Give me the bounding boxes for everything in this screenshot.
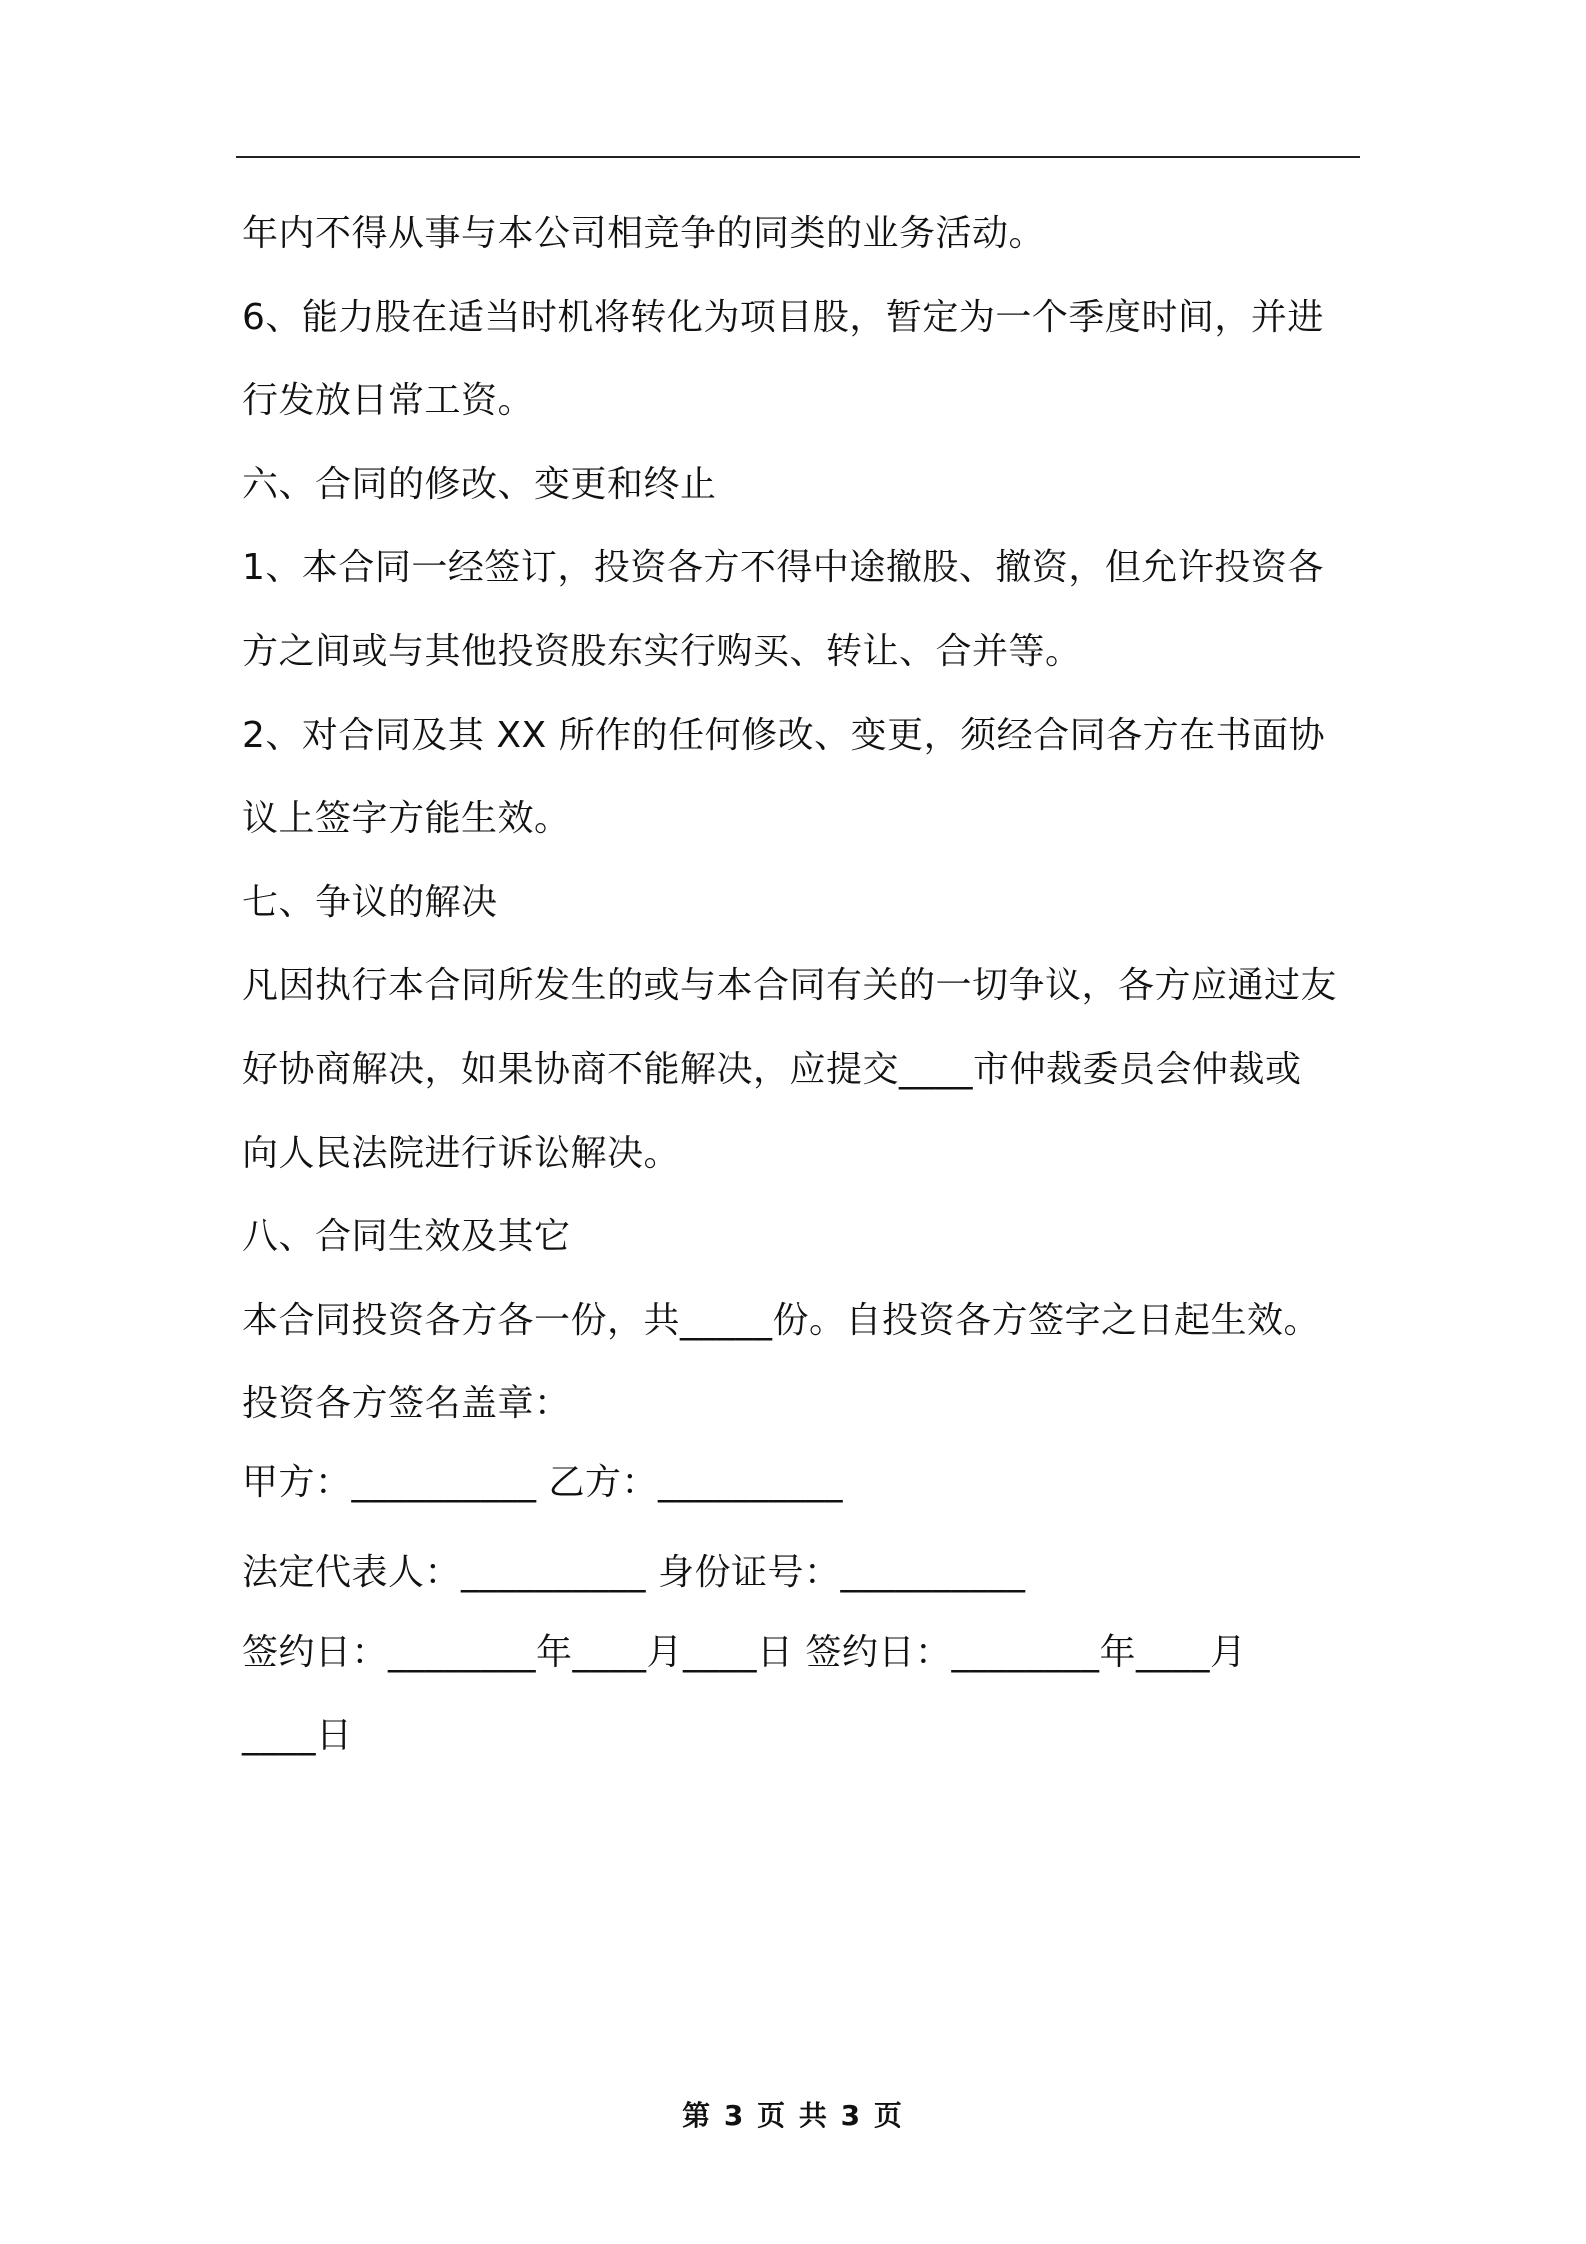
paragraph-line: 方之间或与其他投资股东实行购买、转让、合并等。 <box>242 630 1082 672</box>
paragraph-line: 好协商解决，如果协商不能解决，应提交____市仲裁委员会仲裁或 <box>242 1048 1302 1090</box>
representative-line: 法定代表人：__________ 身份证号：__________ <box>242 1552 1026 1593</box>
paragraph-line: 投资各方签名盖章： <box>242 1383 571 1425</box>
paragraph-line: 本合同投资各方各一份，共_____份。自投资各方签字之日起生效。 <box>242 1299 1321 1341</box>
signing-date-continuation: ____日 <box>242 1715 353 1756</box>
paragraph-line: 年内不得从事与本公司相竞争的同类的业务活动。 <box>242 213 1046 254</box>
paragraph-line: 1、本合同一经签订，投资各方不得中途撤股、撤资，但允许投资各 <box>242 547 1324 589</box>
page-number: 第 3 页 共 3 页 <box>682 2099 904 2132</box>
signing-date-line: 签约日：________年____月____日 签约日：________年____月 <box>242 1632 1247 1673</box>
paragraph-line: 凡因执行本合同所发生的或与本合同有关的一切争议，各方应通过友 <box>242 965 1338 1007</box>
header-rule <box>236 156 1360 158</box>
section-heading: 六、合同的修改、变更和终止 <box>242 463 717 505</box>
paragraph-line: 行发放日常工资。 <box>242 380 535 422</box>
paragraph-line: 向人民法院进行诉讼解决。 <box>242 1132 681 1174</box>
party-signature-line: 甲方：__________ 乙方：__________ <box>242 1462 843 1503</box>
paragraph-line: 6、能力股在适当时机将转化为项目股，暂定为一个季度时间，并进 <box>242 296 1324 338</box>
document-body <box>242 192 1372 1446</box>
section-heading: 七、争议的解决 <box>242 881 498 923</box>
paragraph-line: 议上签字方能生效。 <box>242 798 571 840</box>
section-heading: 八、合同生效及其它 <box>242 1216 571 1258</box>
paragraph-line: 2、对合同及其 XX 所作的任何修改、变更，须经合同各方在书面协 <box>242 714 1326 756</box>
